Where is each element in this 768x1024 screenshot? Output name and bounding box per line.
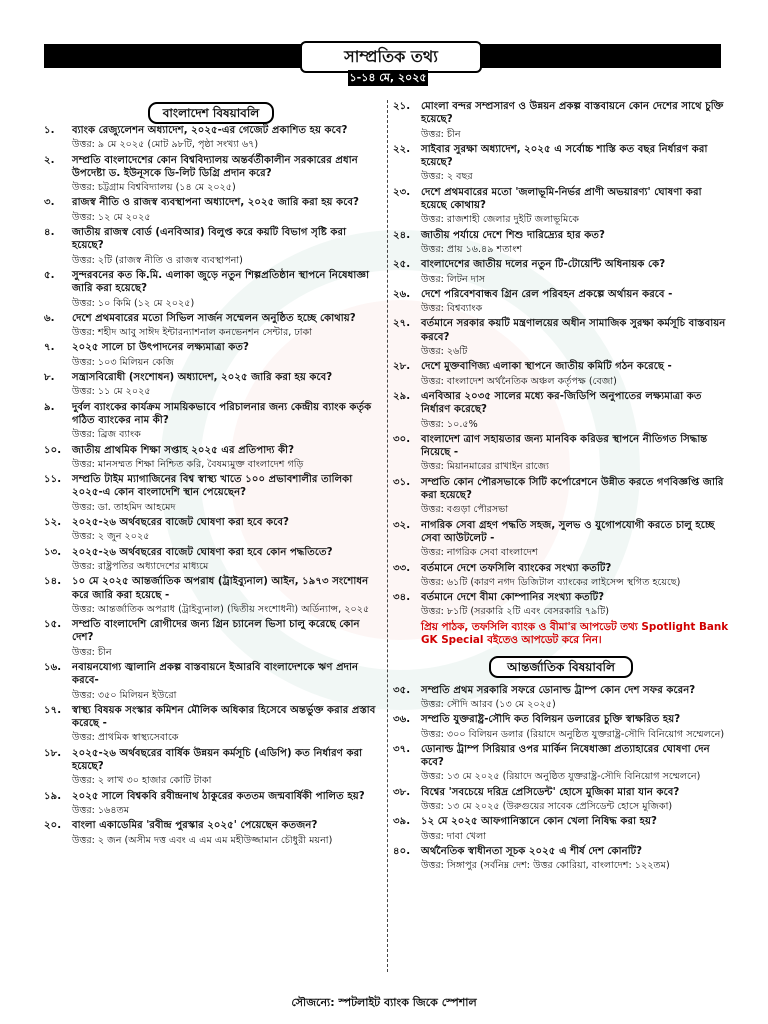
question-text: মোংলা বন্দর সম্প্রসারণ ও উন্নয়ন প্রকল্প বাস্তবায়নে কোন দেশের সাথে চুক্তি হয়েছে?: [421, 101, 724, 126]
answer: উত্তর: নাগরিক সেবা বাংলাদেশ: [421, 547, 538, 559]
question: [44, 444, 380, 457]
question: [393, 317, 729, 344]
question-number: ৪০.: [393, 845, 411, 857]
question-text: দেশে পরিবেশবান্ধব গ্রিন রেল পরিবহন প্রকল্পে অর্থায়ন করবে -: [421, 288, 673, 300]
answer: উত্তর: ২৬টি: [421, 346, 468, 358]
answer: উত্তর: ১৩ মে ২০২৫ (উরুগুয়ের সাবেক প্রেসিডেন্ট হোসে মুজিকা): [421, 801, 673, 813]
question: [44, 473, 380, 500]
question-number: ২৮.: [393, 361, 411, 373]
date-range: ১-১৪ মে, ২০২৫: [349, 71, 427, 84]
question-number: ৩৭.: [393, 743, 411, 755]
answer: উত্তর: ৩০০ বিলিয়ন ডলার (রিয়াদে অনুষ্ঠিত যুক্তরাষ্ট্র-সৌদি বিনিয়োগ সম্মেলনে): [421, 728, 725, 740]
answer: উত্তর: চীন: [421, 128, 461, 140]
question: [393, 360, 729, 373]
question-text: অর্থনৈতিক স্বাধীনতা সূচক ২০২৫ এ শীর্ষ দেশ কোনটি?: [421, 845, 643, 857]
answer: উত্তর: ৩৫০ মিলিয়ন ইউরো: [72, 689, 177, 701]
answer: উত্তর: ৬১টি (কারণ নগদ ডিজিটাল ব্যাংকের লাইসেন্স স্থগিত হয়েছে): [421, 576, 681, 588]
question: [393, 845, 729, 858]
question-number: ২২.: [393, 143, 411, 155]
question-number: ১৪.: [44, 576, 62, 588]
question-number: ১.: [44, 125, 55, 136]
question-text: নাগরিক সেবা গ্রহণ পদ্ধতি সহজ, সুলভ ও যুগোপযোগী করতে চালু হচ্ছে সেবা আউটলেট -: [421, 519, 715, 544]
question-text: ১২ মে ২০২৫ আফগানিস্তানে কোন খেলা নিষিদ্ধ করা হয়?: [421, 816, 657, 828]
question-number: ২০.: [44, 820, 62, 832]
question-number: ৩৯.: [393, 816, 411, 828]
question-number: ১২.: [44, 517, 62, 529]
question-text: সাইবার সুরক্ষা অধ্যাদেশ, ২০২৫ এ সর্বোচ্চ শাস্তি কত বছর নির্ধারণ করা হয়েছে?: [421, 143, 708, 169]
answer: উত্তর: ব্রিজ ব্যাংক: [72, 429, 141, 441]
question: [393, 258, 729, 271]
question-text: জাতীয় প্রাথমিক শিক্ষা সপ্তাহ ২০২৫ এর প্রতিপাদ্য কী?: [72, 444, 294, 456]
answer: উত্তর: শহীদ আবু সাঈদ ইন্টারন্যাশনাল কনভেনশন সেন্টার, ঢাকা: [72, 327, 313, 339]
question: [44, 546, 380, 559]
question-number: ২.: [44, 154, 55, 166]
answer: উত্তর: লিটন দাস: [421, 273, 485, 285]
question: [44, 704, 380, 731]
question-text: বর্তমানে দেশে তফসিলি ব্যাংকের সংখ্যা কতটি?: [421, 562, 612, 574]
question-number: ২৭.: [393, 318, 411, 330]
question: [393, 186, 729, 213]
question-text: নবায়নযোগ্য জ্বালানি প্রকল্প বাস্তবায়নে ইআরবি বাংলাদেশকে ঋণ প্রদান করবে-: [72, 661, 359, 687]
question: [44, 819, 380, 832]
question-text: ২০২৫-২৬ অর্থবছরের বার্ষিক উন্নয়ন কর্মসূচি (এডিপি) কত নির্ধারণ করা হয়েছে?: [72, 747, 363, 773]
question-number: ১০.: [44, 444, 62, 456]
question: [44, 575, 380, 602]
question-text: দেশে প্রথমবারের মতো 'জলাভূমি-নির্ভর প্রাণী অভয়ারণ্য' ঘোষণা করা হয়েছে কোথায়?: [421, 186, 702, 212]
question-text: সম্প্রতি বাংলাদেশের কোন বিশ্ববিদ্যালয় অন্তর্বর্তীকালীন সরকারের প্রধান উপদেষ্টা ড. ইউনূসকে ডি-লিট ডিগ্রি প্রদান করে?: [72, 154, 358, 179]
question: [44, 516, 380, 529]
section-heading-international: আন্তর্জাতিক বিষয়াবলি: [489, 656, 633, 678]
question-number: ২১.: [393, 101, 411, 112]
question-text: দেশে প্রথমবারের মতো সিভিল সার্জন সম্মেলন অনুষ্ঠিত হচ্ছে কোথায়?: [72, 312, 356, 324]
section-heading-bangladesh: বাংলাদেশ বিষয়াবলি: [148, 102, 274, 124]
question: [393, 229, 729, 242]
question: [393, 143, 729, 170]
question-number: ৩৩.: [393, 562, 411, 574]
question: [393, 786, 729, 799]
question-number: ৫.: [44, 269, 55, 281]
question-text: বাংলাদেশ ত্রাণ সহায়তার জন্য মানবিক করিডর স্থাপনে নীতিগত সিদ্ধান্ত নিয়েছে -: [421, 433, 708, 459]
question-number: ৩৬.: [393, 714, 411, 726]
answer: উত্তর: রাষ্ট্রপতির অধ্যাদেশের মাধ্যমে: [72, 560, 209, 572]
question: [393, 390, 729, 417]
question-text: সম্প্রতি যুক্তরাষ্ট্র-সৌদি কত বিলিয়ন ডলারের চুক্তি স্বাক্ষরিত হয়?: [421, 714, 681, 726]
question: [393, 519, 729, 546]
question: [44, 226, 380, 253]
answer: উত্তর: বাংলাদেশ অর্থনৈতিক অঞ্চল কর্তৃপক্ষ (বেজা): [421, 375, 617, 387]
question-number: ৬.: [44, 312, 55, 324]
question-number: ১৮.: [44, 747, 62, 759]
reader-note: প্রিয় পাঠক, তফসিলি ব্যাংক ও বীমা'র আপডেট তথ্য Spotlight Bank GK Special বইতেও আপডেট করে নিন।: [421, 620, 729, 647]
page-title: সাম্প্রতিক তথ্য: [300, 41, 482, 73]
answer: উত্তর: ১০৩ মিলিয়ন কেজি: [72, 356, 174, 368]
answer: উত্তর: দাবা খেলা: [421, 830, 487, 842]
question-text: সম্প্রতি প্রথম সরকারি সফরে ডোনাল্ড ট্রাম্প কোন দেশ সফর করেন?: [421, 684, 696, 696]
question-number: ২৬.: [393, 288, 411, 300]
question-number: ১৭.: [44, 704, 62, 716]
question-number: ৪.: [44, 227, 55, 239]
question-text: ২০২৫ সালে চা উৎপাদনের লক্ষ্যমাত্রা কত?: [72, 342, 249, 354]
answer: উত্তর: ৯ মে ২০২৫ (মোট ৯৮টি, পৃষ্ঠা সংখ্যা ৬৭): [72, 139, 259, 151]
question-number: ১৫.: [44, 619, 62, 631]
answer: উত্তর: মিয়ানমারের রাখাইন রাজ্যে: [421, 461, 549, 473]
answer: উত্তর: ১০.৫%: [421, 418, 478, 430]
question-text: বিশ্বের 'সবচেয়ে দরিদ্র প্রেসিডেন্ট' হোসে মুজিকা মারা যান কবে?: [421, 786, 680, 798]
answer: উত্তর: ২ জুন ২০২৫: [72, 531, 150, 543]
question-number: ৩৪.: [393, 592, 411, 604]
answer: উত্তর: ২ বছর: [421, 171, 473, 183]
answer: উত্তর: ৮১টি (সরকারি ২টি এবং বেসরকারি ৭৯টি): [421, 606, 609, 618]
answer: উত্তর: বিশ্বব্যাংক: [421, 303, 483, 315]
question: [393, 476, 729, 503]
question-number: ২৩.: [393, 186, 411, 198]
left-column: [44, 124, 380, 849]
question: [44, 312, 380, 325]
question-text: বাংলা একাডেমির 'রবীন্দ্র পুরস্কার ২০২৫' পেয়েছেন কতজন?: [72, 820, 318, 832]
question-text: বর্তমানে সরকার কয়টি মন্ত্রণালয়ের অধীন সামাজিক সুরক্ষা কর্মসূচি বাস্তবায়ন করবে?: [421, 318, 726, 343]
question: [44, 196, 380, 209]
answer: উত্তর: সৌদি আরব (১৩ মে ২০২৫): [421, 698, 556, 710]
question: [44, 124, 380, 137]
answer: উত্তর: ১০ কিমি (১২ মে ২০২৫): [72, 297, 195, 309]
question: [44, 747, 380, 774]
question-number: ২৯.: [393, 390, 411, 402]
question-number: ১১.: [44, 474, 62, 486]
question: [393, 815, 729, 828]
question-text: সুন্দরবনের কত কি.মি. এলাকা জুড়ে নতুন শিল্পপ্রতিষ্ঠান স্থাপনে নিষেধাজ্ঞা জারি করা হয়েছে?: [72, 269, 370, 295]
answer: উত্তর: ডা. তাহমিদ আহমেদ: [72, 501, 176, 513]
question-text: দেশে মুক্তবাণিজ্য এলাকা স্থাপনে জাতীয় কমিটি গঠন করেছে -: [421, 361, 672, 373]
question-text: বর্তমানে দেশে বীমা কোম্পানির সংখ্যা কতটি?: [421, 592, 605, 604]
right-column: [393, 100, 729, 875]
footer-credit: সৌজন্যে: স্পটলাইট ব্যাংক জিকে স্পেশাল: [291, 996, 477, 1009]
question: [44, 154, 380, 181]
question: [393, 591, 729, 604]
answer: উত্তর: চীন: [72, 646, 112, 658]
answer: উত্তর: ১১ মে ২০২৫: [72, 386, 151, 398]
answer: উত্তর: সিঙ্গাপুর (সর্বনিম্ন দেশ: উত্তর কোরিয়া, বাংলাদেশ: ১২২তম): [421, 860, 670, 872]
answer: উত্তর: রাজশাহী জেলার দুইটি জলাভূমিকে: [421, 214, 579, 226]
question-text: সন্ত্রাসবিরোধী (সংশোধন) অধ্যাদেশ, ২০২৫ জারি করা হয় কবে?: [72, 372, 333, 384]
question-number: ১৩.: [44, 546, 62, 558]
question-text: স্বাস্থ্য বিষয়ক সংস্কার কমিশন মৌলিক অধিকার হিসেবে অন্তর্ভুক্ত করার প্রস্তাব করেছে -: [72, 704, 376, 730]
question: [44, 790, 380, 803]
answer: উত্তর: ২টি (রাজস্ব নীতি ও রাজস্ব ব্যবস্থাপনা): [72, 254, 243, 266]
question-text: রাজস্ব নীতি ও রাজস্ব ব্যবস্থাপনা অধ্যাদেশ, ২০২৫ জারি করা হয় কবে?: [72, 197, 359, 209]
question: [44, 401, 380, 428]
answer: উত্তর: চট্টগ্রাম বিশ্ববিদ্যালয় (১৪ মে ২০২৫): [72, 182, 236, 194]
question-number: ২৪.: [393, 229, 411, 241]
question-number: ১৯.: [44, 790, 62, 802]
question-text: জাতীয় পর্যায়ে দেশে শিশু দারিদ্র্যের হার কত?: [421, 229, 605, 241]
question-text: বাংলাদেশের জাতীয় দলের নতুন টি-টোয়েন্টি অধিনায়ক কে?: [421, 259, 666, 271]
question: [44, 341, 380, 354]
question-number: ১৬.: [44, 661, 62, 673]
question-text: সম্প্রতি কোন পৌরসভাকে সিটি কর্পোরেশনে উন্নীত করতে গণবিজ্ঞপ্তি জারি করা হয়েছে?: [421, 476, 724, 502]
answer: উত্তর: ১৩ মে ২০২৫ (রিয়াদে অনুষ্ঠিত যুক্তরাষ্ট্র-সৌদি বিনিয়োগ সম্মেলনে): [421, 771, 701, 783]
answer: উত্তর: ১৬৪তম: [72, 804, 130, 816]
question-number: ৩২.: [393, 519, 411, 531]
question-text: সম্প্রতি টাইম ম্যাগাজিনের বিশ্ব স্বাস্থ্য খাতে ১০০ প্রভাবশালীর তালিকা ২০২৫-এ কোন বাংলাদেশি স্থান পেয়েছেন?: [72, 474, 353, 499]
question: [44, 661, 380, 688]
question-number: ২৫.: [393, 259, 411, 271]
question-text: ডোনাল্ড ট্রাম্প সিরিয়ার ওপর মার্কিন নিষেধাজ্ঞা প্রত্যাহারের ঘোষণা দেন কবে?: [421, 743, 710, 769]
answer: উত্তর: আন্তর্জাতিক অপরাধ (ট্রাইব্যুনাল) (দ্বিতীয় সংশোধনী) অর্ডিন্যান্স, ২০২৫: [72, 603, 370, 615]
question: [393, 288, 729, 301]
question-text: ১০ মে ২০২৫ আন্তর্জাতিক অপরাধ (ট্রাইব্যুনাল) আইন, ১৯৭৩ সংশোধন করে জারি করা হয়েছে -: [72, 576, 369, 601]
section-heading-wrap: [393, 654, 729, 680]
question-text: দুর্বল ব্যাংকের কার্যক্রম সাময়িকভাবে পরিচালনার জন্য কেন্দ্রীয় ব্যাংক কর্তৃক গঠিত ব্যাংকের নাম কী?: [72, 401, 372, 426]
column-divider: [387, 100, 388, 972]
answer: উত্তর: প্রাথমিক স্বাস্থ্যসেবাকে: [72, 732, 179, 744]
question: [44, 618, 380, 645]
question-number: ৩১.: [393, 476, 411, 488]
question: [44, 371, 380, 384]
question-text: সম্প্রতি বাংলাদেশি রোগীদের জন্য গ্রিন চ্যানেল ভিসা চালু করেছে কোন দেশ?: [72, 619, 360, 644]
answer: উত্তর: প্রায় ১৬.৪৯ শতাংশ: [421, 243, 523, 255]
question: [393, 100, 729, 127]
question: [393, 713, 729, 726]
question-number: ৮.: [44, 372, 55, 384]
answer: উত্তর: মানসম্মত শিক্ষা নিশ্চিত করি, বৈষম্যমুক্ত বাংলাদেশ গড়ি: [72, 458, 304, 470]
question: [393, 433, 729, 460]
question-text: জাতীয় রাজস্ব বোর্ড (এনবিআর) বিলুপ্ত করে কয়টি বিভাগ সৃষ্টি করা হয়েছে?: [72, 227, 347, 252]
question-text: ২০২৫ সালে বিশ্বকবি রবীন্দ্রনাথ ঠাকুরের কততম জন্মবার্ষিকী পালিত হয়?: [72, 790, 365, 802]
question-number: ৩.: [44, 197, 55, 209]
question: [393, 743, 729, 770]
question-number: ৭.: [44, 342, 55, 354]
question-text: ব্যাংক রেজ্যুলেশন অধ্যাদেশ, ২০২৫-এর গেজেট প্রকাশিত হয় কবে?: [72, 125, 348, 136]
question-number: ৩৫.: [393, 684, 411, 696]
question-text: এনবিআর ২০৩৫ সালের মধ্যে কর-জিডিপি অনুপাতের লক্ষ্যমাত্রা কত নির্ধারণ করেছে?: [421, 390, 702, 416]
answer: উত্তর: ২ জন (অসীম দত্ত এবং এ এম এম মহীউজ্জামান চৌধুরী ময়না): [72, 834, 333, 846]
answer: উত্তর: ১২ মে ২০২৫: [72, 211, 151, 223]
question-number: ৩৮.: [393, 786, 411, 798]
question: [393, 562, 729, 575]
question-text: ২০২৫-২৬ অর্থবছরের বাজেট ঘোষণা করা হবে কবে?: [72, 517, 289, 529]
question-text: ২০২৫-২৬ অর্থবছরের বাজেট ঘোষণা করা হবে কোন পদ্ধতিতে?: [72, 546, 333, 558]
answer: উত্তর: বগুড়া পৌরসভা: [421, 504, 509, 516]
question: [44, 269, 380, 296]
answer: উত্তর: ২ লাখ ৩০ হাজার কোটি টাকা: [72, 775, 212, 787]
question: [393, 684, 729, 697]
question-number: ৯.: [44, 401, 55, 413]
question-number: ৩০.: [393, 433, 411, 445]
